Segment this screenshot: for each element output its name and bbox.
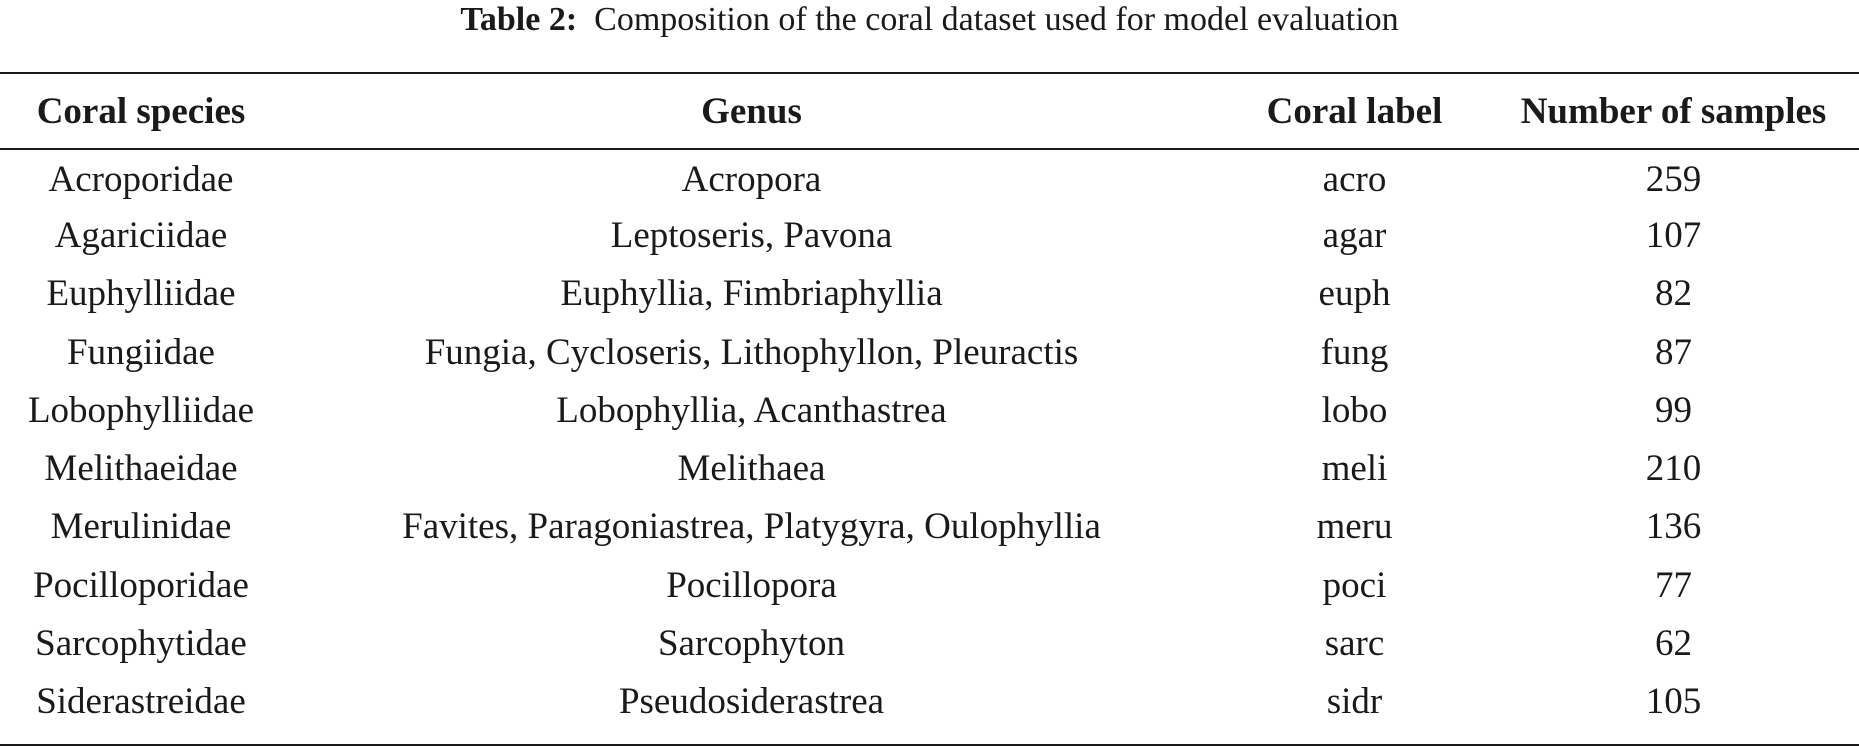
cell-genus: Pseudosiderastrea: [618, 681, 885, 723]
table-row: [0, 148, 1859, 206]
cell-genus: Pocillopora: [666, 564, 837, 606]
cell-coral-label: acro: [1322, 158, 1387, 200]
cell-genus: Melithaea: [677, 448, 826, 490]
cell-genus: Leptoseris, Pavona: [610, 214, 893, 256]
cell-coral-label: sidr: [1326, 681, 1383, 723]
table-row: [0, 556, 1859, 614]
cell-coral-label: meli: [1321, 448, 1388, 490]
table-row: [0, 265, 1859, 323]
table-row: [0, 381, 1859, 439]
cell-coral-species: Acroporidae: [48, 158, 234, 200]
cell-coral-species: Siderastreidae: [36, 681, 246, 723]
table-row: [0, 614, 1859, 672]
cell-coral-species: Merulinidae: [50, 506, 232, 548]
cell-number-of-samples: 62: [1655, 623, 1692, 665]
table-row: [0, 439, 1859, 497]
cell-number-of-samples: 87: [1655, 331, 1692, 373]
cell-number-of-samples: 99: [1655, 389, 1692, 431]
table-caption-text: Composition of the coral dataset used for model evaluation: [594, 1, 1399, 38]
cell-coral-label: sarc: [1324, 623, 1385, 665]
cell-coral-label: euph: [1318, 273, 1391, 315]
table-bottom-rule: [0, 744, 1859, 746]
cell-number-of-samples: 105: [1645, 681, 1702, 723]
header-genus: Genus: [701, 90, 802, 132]
table-header-row: [0, 74, 1859, 148]
cell-genus: Sarcophyton: [657, 623, 846, 665]
cell-coral-species: Pocilloporidae: [33, 564, 249, 606]
header-coral-label: Coral label: [1266, 90, 1443, 132]
table-row: [0, 498, 1859, 556]
cell-genus: Euphyllia, Fimbriaphyllia: [560, 273, 943, 315]
table-row: [0, 323, 1859, 381]
cell-coral-species: Lobophylliidae: [27, 389, 255, 431]
coral-dataset-table: [0, 74, 1859, 731]
cell-number-of-samples: 136: [1645, 506, 1702, 548]
cell-number-of-samples: 259: [1645, 158, 1702, 200]
cell-genus: Acropora: [681, 158, 822, 200]
cell-number-of-samples: 77: [1655, 564, 1692, 606]
table-row: [0, 206, 1859, 264]
cell-number-of-samples: 107: [1645, 214, 1702, 256]
header-number-of-samples: Number of samples: [1520, 90, 1827, 132]
cell-coral-species: Agariciidae: [54, 214, 228, 256]
cell-genus: Favites, Paragoniastrea, Platygyra, Oulophyllia: [402, 506, 1101, 548]
cell-number-of-samples: 82: [1655, 273, 1692, 315]
cell-coral-label: meru: [1316, 506, 1393, 548]
cell-coral-species: Melithaeidae: [44, 448, 238, 490]
cell-coral-species: Sarcophytidae: [35, 623, 247, 665]
cell-coral-label: agar: [1322, 214, 1387, 256]
table-row: [0, 673, 1859, 731]
cell-genus: Fungia, Cycloseris, Lithophyllon, Pleuractis: [424, 331, 1079, 373]
header-coral-species: Coral species: [36, 90, 246, 132]
cell-coral-label: fung: [1320, 331, 1389, 373]
cell-coral-label: poci: [1322, 564, 1387, 606]
table-caption: [0, 0, 1859, 46]
cell-coral-label: lobo: [1321, 389, 1388, 431]
cell-coral-species: Euphylliidae: [46, 273, 236, 315]
table-caption-label: Table 2:: [460, 1, 578, 38]
cell-coral-species: Fungiidae: [67, 331, 215, 373]
cell-number-of-samples: 210: [1645, 448, 1702, 490]
cell-genus: Lobophyllia, Acanthastrea: [556, 389, 947, 431]
